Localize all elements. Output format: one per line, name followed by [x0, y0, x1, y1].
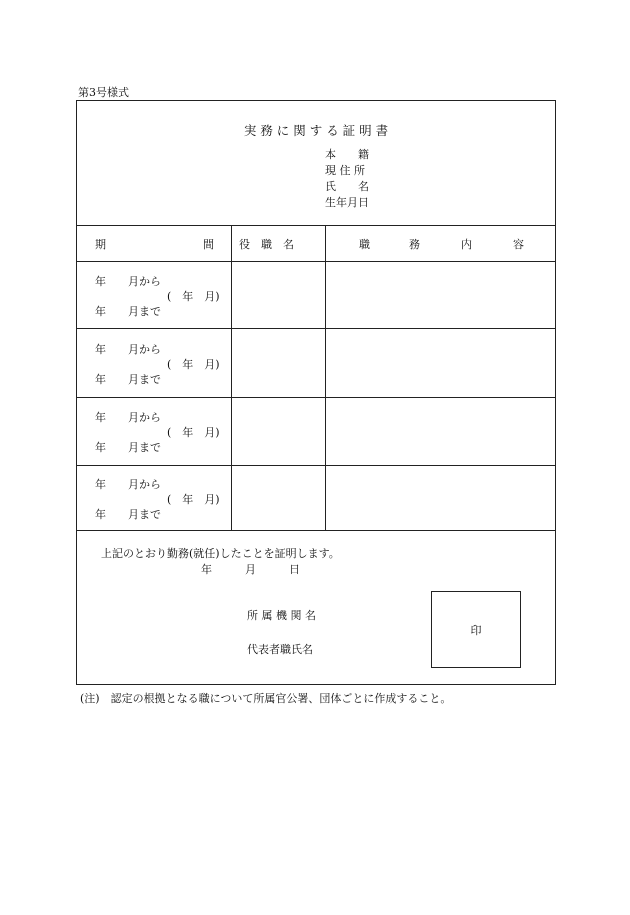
period-to: 年 月まで: [95, 441, 161, 454]
row-rule: [77, 465, 555, 466]
header-bottom-rule: [77, 261, 555, 262]
header-duty-1: 職: [359, 238, 370, 251]
header-period-start: 期: [95, 238, 106, 251]
representative-label: 代表者職氏名: [247, 643, 313, 656]
period-from: 年 月から: [95, 411, 161, 424]
form-title: 実 務 に 関 す る 証 明 書: [243, 123, 389, 138]
seal-label: 印: [470, 623, 482, 637]
period-to: 年 月まで: [95, 508, 161, 521]
certification-date: 年 月 日: [201, 563, 300, 576]
person-info-block: [325, 147, 369, 211]
header-top-rule: [77, 225, 555, 226]
period-to: 年 月まで: [95, 305, 161, 318]
row-rule: [77, 328, 555, 329]
column-rule: [325, 225, 326, 530]
certificate-form: [76, 100, 556, 685]
period-duration: ( 年 月): [167, 493, 220, 506]
row-rule: [77, 397, 555, 398]
organization-label: 所 属 機 関 名: [247, 609, 316, 622]
certification-statement: 上記のとおり勤務(就任)したことを証明します。: [101, 547, 340, 560]
form-number: 第3号様式: [78, 86, 129, 99]
footnote: (注) 認定の根拠となる職について所属官公署、団体ごとに作成すること。: [80, 692, 452, 705]
header-duty-3: 内: [461, 238, 472, 251]
period-from: 年 月から: [95, 343, 161, 356]
seal-box: [431, 591, 521, 668]
period-to: 年 月まで: [95, 373, 161, 386]
period-from: 年 月から: [95, 275, 161, 288]
period-duration: ( 年 月): [167, 290, 220, 303]
column-rule: [231, 225, 232, 530]
address-label: 現 住 所: [325, 164, 365, 177]
header-period-end: 間: [203, 238, 214, 251]
period-from: 年 月から: [95, 478, 161, 491]
period-duration: ( 年 月): [167, 426, 220, 439]
header-duty-2: 務: [409, 238, 420, 251]
header-duty-4: 容: [513, 238, 524, 251]
name-label: 氏 名: [325, 180, 369, 193]
table-bottom-rule: [77, 530, 555, 531]
birthdate-label: 生年月日: [325, 196, 369, 209]
domicile-label: 本 籍: [325, 148, 369, 161]
header-position: 役 職 名: [239, 238, 294, 251]
period-duration: ( 年 月): [167, 358, 220, 371]
